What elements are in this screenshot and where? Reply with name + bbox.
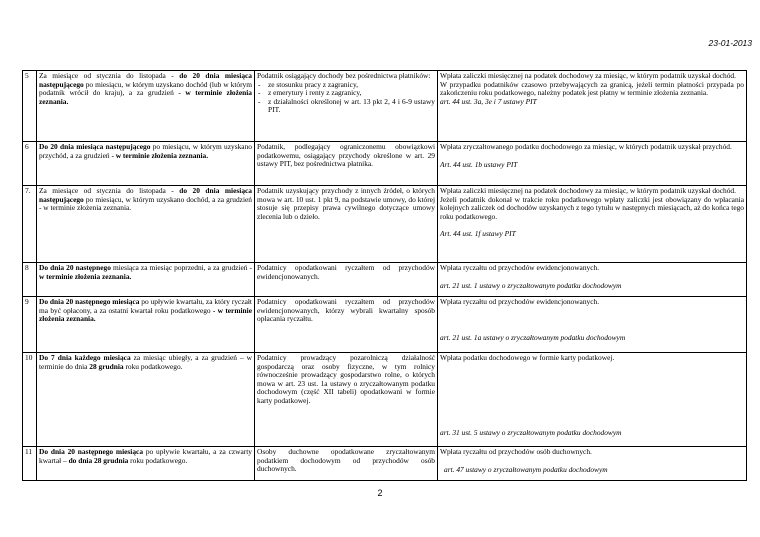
table-row bbox=[23, 142, 747, 186]
table-row bbox=[23, 186, 747, 263]
payment-description: Wpłata zaliczki miesięcznej na podatek dochodowy za miesiąc, w którym podatnik uzyskał dochód. W przypadku podatników czasowo przebywających za granicą, jeżeli termin płatności przypada po zakończeniu roku podatkowego, należny podatek jest płatny w terminie złożenia zeznania. art. 44 ust. 3a, 3e i 7 ustawy PIT bbox=[438, 71, 747, 142]
payment-term: Do dnia 20 następnego miesiąca po upływie kwartału, a za czwarty kwartał – do dnia 28 grudnia roku podatkowego. bbox=[37, 447, 255, 481]
row-number: 6 bbox=[23, 142, 37, 186]
payment-term: Za miesiące od stycznia do listopada - do 20 dnia miesiąca następującego po miesiącu, w którym uzyskano dochód, a za grudzień - w terminie złożenia zeznania. bbox=[37, 186, 255, 263]
list-item: - ze stosunku pracy z zagranicy, bbox=[257, 81, 435, 90]
payment-description: Wpłata ryczałtu od przychodów ewidencjonowanych. art. 21 ust. 1a ustawy o zryczałtowanym podatku dochodowym bbox=[438, 297, 747, 353]
table-row bbox=[23, 353, 747, 447]
payment-term: Do 7 dnia każdego miesiąca za miesiąc ubiegły, a za grudzień – w terminie do dnia 28 grudnia roku podatkowego. bbox=[37, 353, 255, 447]
row-number: 8 bbox=[23, 263, 37, 297]
legal-reference: art. 21 ust. 1a ustawy o zryczałtowanym podatku dochodowym bbox=[440, 332, 626, 342]
taxpayer-description: Podatnik osiągający dochody bez pośrednictwa płatników: - ze stosunku pracy z zagranicy, - z emerytury i renty z zagranicy, - z działalności określonej w art. 13 pkt 2, 4 i 6-9 ustawy PIT. bbox=[255, 71, 438, 142]
payment-term: Do dnia 20 następnego miesiąca za miesiąc poprzedni, a za grudzień - w terminie złożenia zeznania. bbox=[37, 263, 255, 297]
taxpayer-description: Podatnik uzyskujący przychody z innych źródeł, o których mowa w art. 10 ust. 1 pkt 9, na podstawie umowy, do której stosuje się przepisy prawa cywilnego dotyczące umowy zlecenia lub o dzieło. bbox=[255, 186, 438, 263]
legal-reference: Art. 44 ust. 1f ustawy PIT bbox=[440, 229, 516, 239]
payment-term: Do 20 dnia miesiąca następującego po miesiącu, w którym uzyskano przychód, a za grudzień - w terminie złożenia zeznania. bbox=[37, 142, 255, 186]
table-row bbox=[23, 297, 747, 353]
legal-reference: art. 44 ust. 3a, 3e i 7 ustawy PIT bbox=[440, 96, 537, 106]
row-number: 10 bbox=[23, 353, 37, 447]
legal-reference: art. 21 ust. 1 ustawy o zryczałtowanym podatku dochodowym bbox=[440, 280, 622, 290]
table-row bbox=[23, 447, 747, 481]
payment-description: Wpłata podatku dochodowego w formie karty podatkowej. art. 31 ust. 5 ustawy o zryczałtowanym podatku dochodowym bbox=[438, 353, 747, 447]
row-number: 11 bbox=[23, 447, 37, 481]
table-row bbox=[23, 71, 747, 142]
payment-term: Do dnia 20 następnego miesiąca po upływie kwartału, za który ryczałt ma być opłacony, a za ostatni kwartał roku podatkowego - w terminie złożenia zeznania. bbox=[37, 297, 255, 353]
legal-reference: art. 47 ustawy o zryczałtowanym podatku dochodowym bbox=[444, 464, 608, 474]
tax-deadlines-table bbox=[22, 70, 747, 481]
row-number: 9 bbox=[23, 297, 37, 353]
table-row bbox=[23, 263, 747, 297]
taxpayer-description: Podatnicy opodatkowani ryczałtem od przychodów ewidencjonowanych. bbox=[255, 263, 438, 297]
taxpayer-description: Podatnicy opodatkowani ryczałtem od przychodów ewidencjonowanych, którzy wybrali kwartalny sposób opłacania ryczałtu. bbox=[255, 297, 438, 353]
payment-description: Wpłata ryczałtu od przychodów osób duchownych. art. 47 ustawy o zryczałtowanym podatku dochodowym bbox=[438, 447, 747, 481]
income-source-list bbox=[257, 81, 435, 115]
list-item: - z działalności określonej w art. 13 pkt 2, 4 i 6-9 ustawy PIT. bbox=[257, 98, 435, 115]
payment-description: Wpłata zryczałtowanego podatku dochodowego za miesiąc, w których podatnik uzyskał przychód. Art. 44 ust. 1b ustawy PIT bbox=[438, 142, 747, 186]
row-number: 5 bbox=[23, 71, 37, 142]
taxpayer-description: Osoby duchowne opodatkowane zryczałtowanym podatkiem dochodowym od przychodów osób duchownych. bbox=[255, 447, 438, 481]
list-item: - z emerytury i renty z zagranicy, bbox=[257, 89, 435, 98]
legal-reference: Art. 44 ust. 1b ustawy PIT bbox=[440, 159, 518, 169]
taxpayer-description: Podatnicy prowadzący pozarolniczą działalność gospodarczą oraz osoby fizyczne, w tym rolnicy równocześnie prowadzący gospodarstwo rolne, o których mowa w art. 23 ust. 1a ustawy o zryczałtowanym podatku dochodowym (część XII tabeli) opodatkowani w formie karty podatkowej. bbox=[255, 353, 438, 447]
payment-description: Wpłata zaliczki miesięcznej na podatek dochodowy za miesiąc, w którym podatnik uzyskał dochód. Jeżeli podatnik dokonał w trakcie roku podatkowego wpłaty zaliczki jest obowiązany do wpłacania kolejnych zaliczek od dochodów uzyskanych z tego tytułu w następnych miesiącach, aż do końca tego roku podatkowego. Art. 44 ust. 1f ustawy PIT bbox=[438, 186, 747, 263]
legal-reference: art. 31 ust. 5 ustawy o zryczałtowanym podatku dochodowym bbox=[440, 427, 622, 437]
payment-term: Za miesiące od stycznia do listopada - do 20 dnia miesiąca następującego po miesiącu, w którym uzyskano dochód (lub w którym podatnik wrócił do kraju), a za grudzień - w terminie złożenia zeznania. bbox=[37, 71, 255, 142]
row-number: 7. bbox=[23, 186, 37, 263]
page-number: 2 bbox=[377, 488, 383, 498]
taxpayer-description: Podatnik, podlegający ograniczonemu obowiązkowi podatkowemu, osiągający przychody określone w art. 29 ustawy PIT, bez pośrednictwa płatnika. bbox=[255, 142, 438, 186]
payment-description: Wpłata ryczałtu od przychodów ewidencjonowanych. art. 21 ust. 1 ustawy o zryczałtowanym podatku dochodowym bbox=[438, 263, 747, 297]
header-date: 23-01-2013 bbox=[708, 38, 752, 48]
